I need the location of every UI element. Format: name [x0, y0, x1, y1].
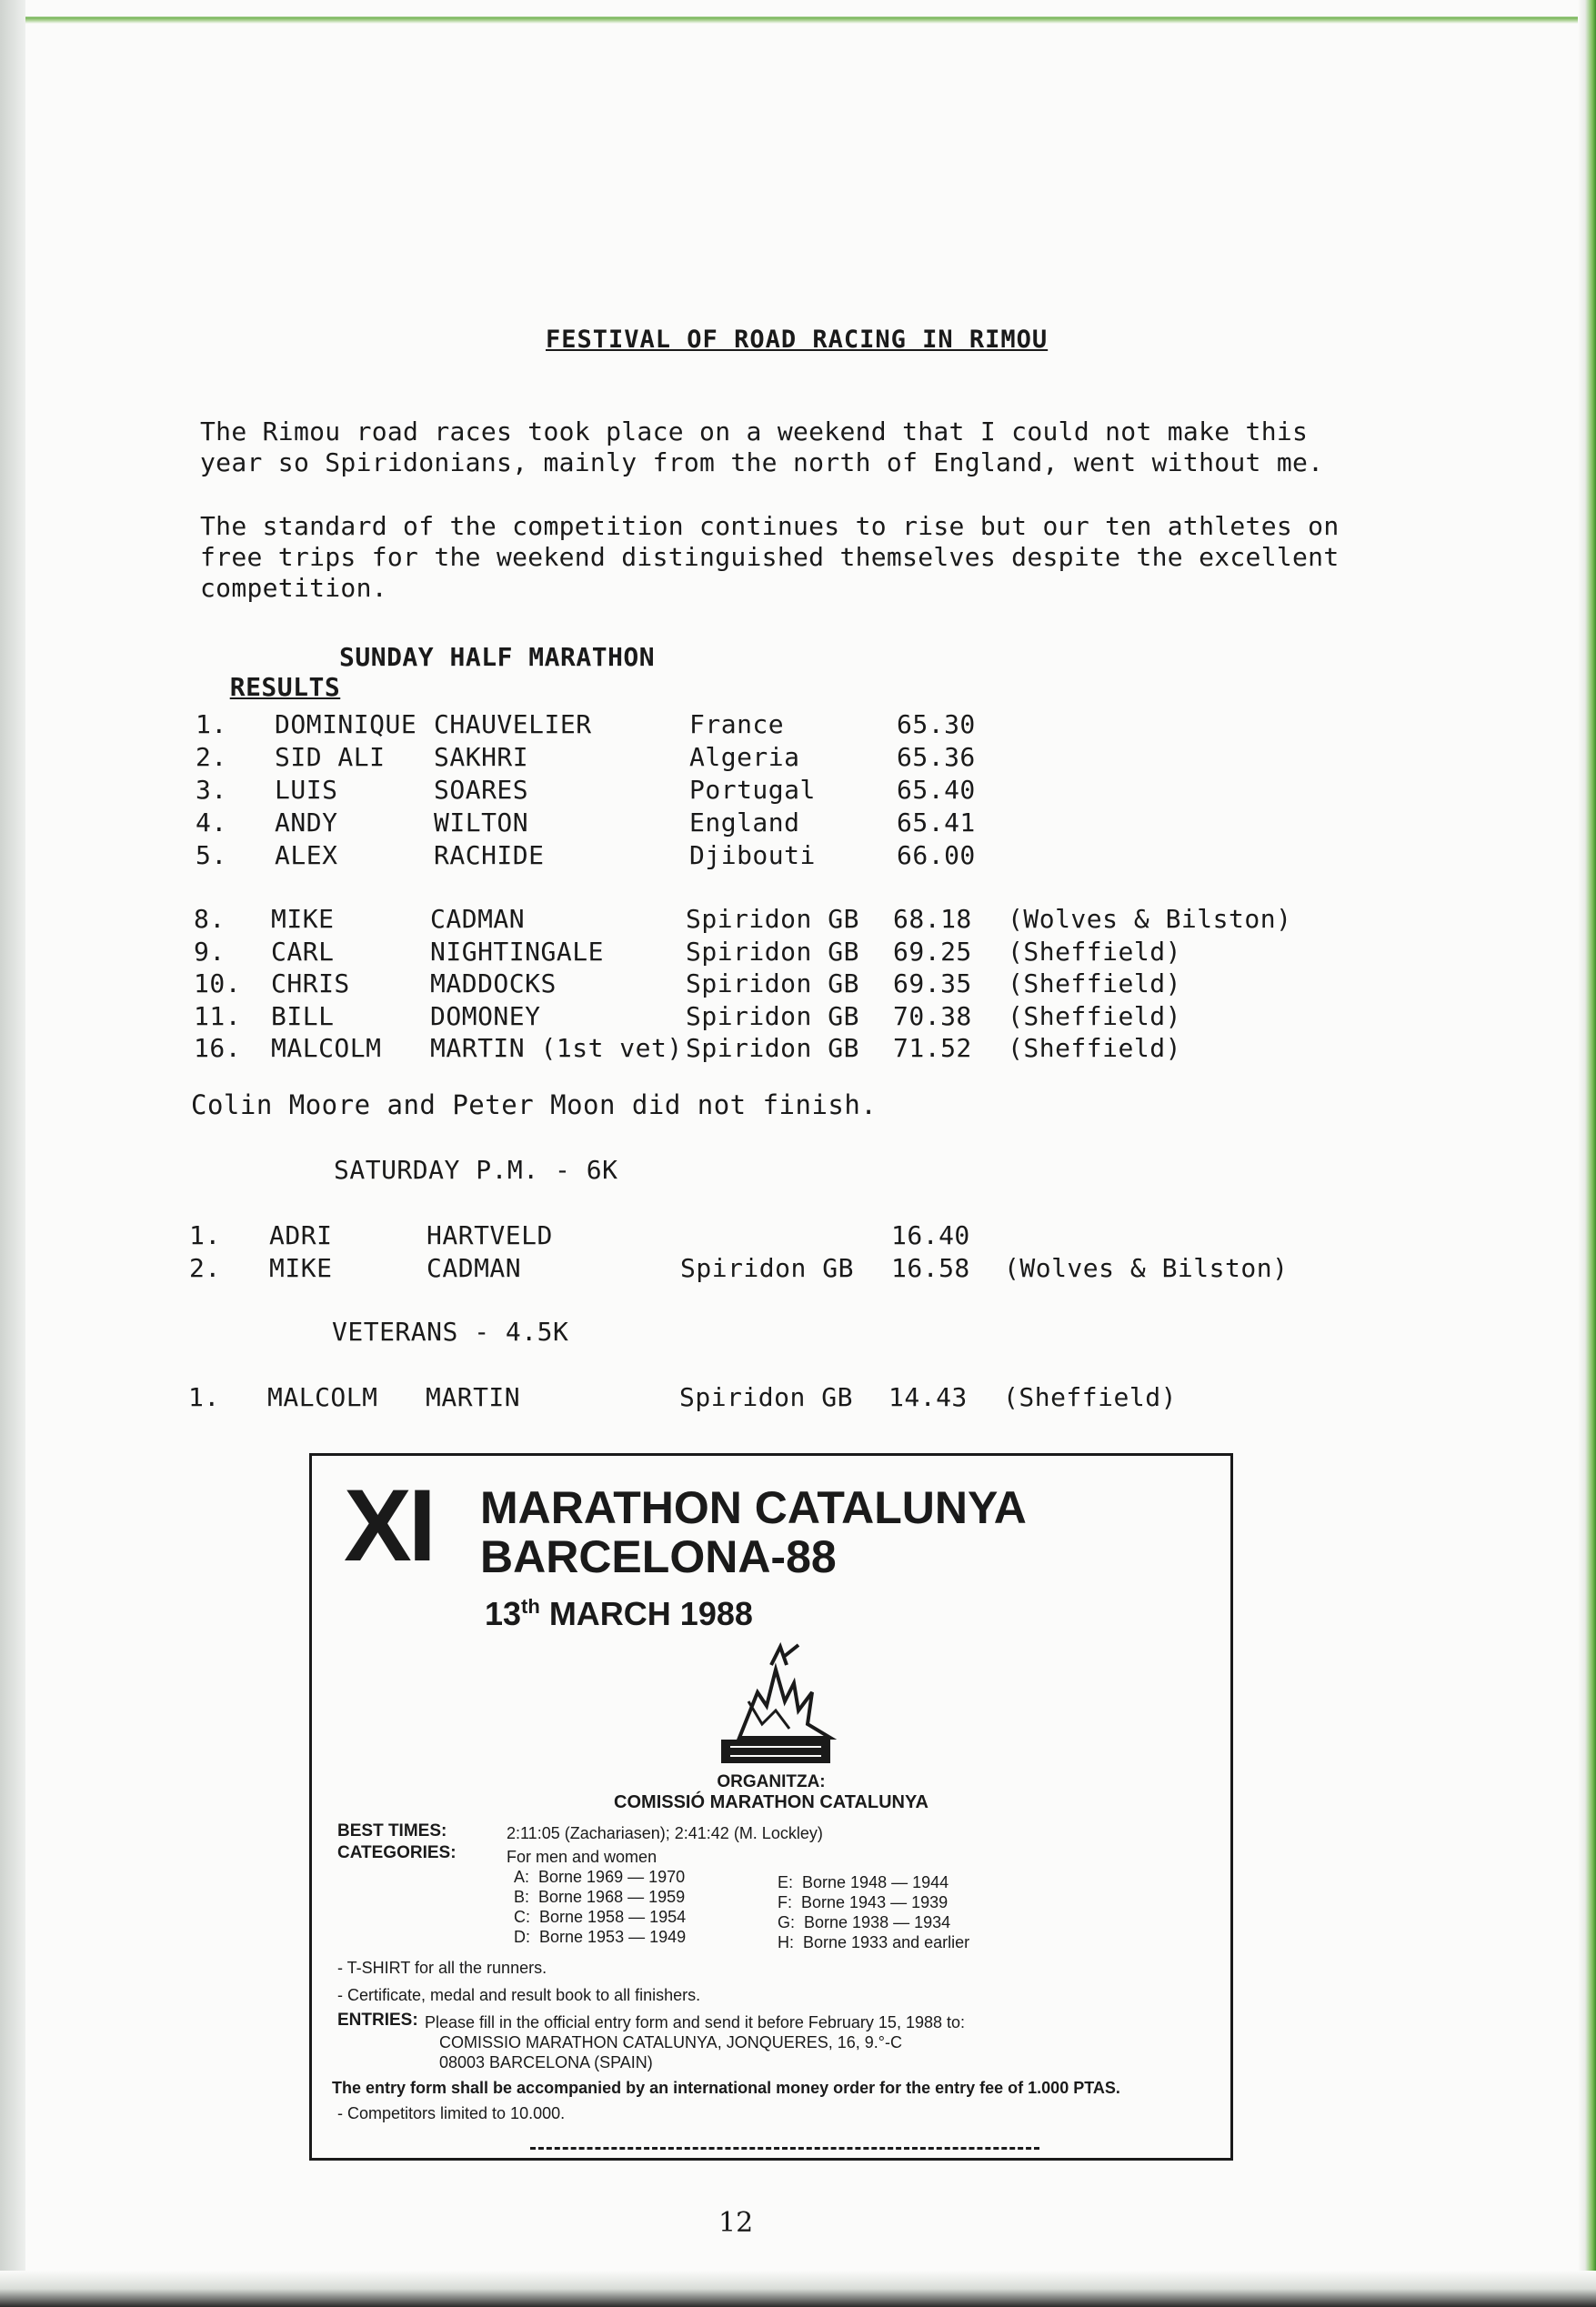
- entries-line1: Please fill in the official entry form and send it before February 15, 1988 to:: [425, 2013, 965, 2031]
- result-first-name: LUIS: [275, 775, 338, 805]
- page-edge-top: [25, 0, 1596, 24]
- best-times-value: 2:11:05 (Zachariasen); 2:41:42 (M. Lockley): [507, 1824, 823, 1842]
- result-club: (Sheffield): [1003, 1382, 1177, 1412]
- page-edge-right: [1578, 0, 1596, 2307]
- advert-date-rest: MARCH 1988: [539, 1595, 753, 1632]
- result-first-name: ADRI: [269, 1220, 333, 1250]
- category-g: G: Borne 1938 — 1934: [778, 1913, 951, 1931]
- result-last-name: SOARES: [434, 775, 529, 805]
- result-country: Spiridon GB: [680, 1253, 854, 1283]
- result-time: 69.25: [893, 936, 972, 967]
- result-first-name: CHRIS: [271, 968, 350, 998]
- result-row: [0, 968, 1546, 1000]
- result-country: Spiridon GB: [686, 1033, 859, 1063]
- result-last-name: DOMONEY: [430, 1000, 541, 1031]
- result-country: Spiridon GB: [686, 968, 859, 998]
- result-last-name: MADDOCKS: [430, 968, 557, 998]
- limit-note: - Competitors limited to 10.000.: [337, 2104, 566, 2122]
- advert-edition: XI: [344, 1469, 433, 1582]
- result-position: 3.: [196, 775, 227, 805]
- result-row: [0, 708, 1546, 741]
- categories-intro: For men and women: [507, 1848, 657, 1866]
- result-club: (Wolves & Bilston): [1008, 904, 1292, 934]
- fee-note: The entry form shall be accompanied by an international money order for the entry fee of 1.000 PTAS.: [332, 2079, 1120, 2097]
- result-position: 5.: [196, 840, 227, 870]
- result-position: 1.: [188, 1382, 220, 1412]
- result-time: 71.52: [893, 1033, 972, 1063]
- certificate-note: - Certificate, medal and result book to all finishers.: [337, 1986, 701, 2004]
- entries-label: ENTRIES:: [337, 2011, 418, 2030]
- result-position: 16.: [194, 1033, 242, 1063]
- page-edge-left: [0, 0, 25, 2307]
- result-last-name: NIGHTINGALE: [430, 936, 604, 967]
- category-f: F: Borne 1943 — 1939: [778, 1893, 949, 1911]
- result-row: [0, 1219, 1546, 1252]
- advert-date-suffix: th: [521, 1595, 540, 1618]
- result-row: [0, 936, 1546, 968]
- half-marathon-heading: SUNDAY HALF MARATHON: [339, 642, 656, 672]
- result-first-name: DOMINIQUE: [275, 709, 417, 739]
- result-row: [0, 839, 1546, 872]
- result-position: 1.: [189, 1220, 221, 1250]
- categories-label: CATEGORIES:: [337, 1843, 457, 1862]
- result-club: (Sheffield): [1008, 936, 1181, 967]
- result-country: Spiridon GB: [679, 1382, 853, 1412]
- category-d: D: Borne 1953 — 1949: [514, 1928, 687, 1946]
- dnf-note: Colin Moore and Peter Moon did not finish.: [191, 1089, 878, 1120]
- entries-line2: COMISSIO MARATHON CATALUNYA, JONQUERES, 16, 9.°-C: [439, 2033, 902, 2051]
- result-row: [0, 1000, 1546, 1033]
- page-edge-bottom: [0, 2271, 1596, 2307]
- results-label-text: RESULTS: [229, 672, 341, 702]
- entries-line3: 08003 BARCELONA (SPAIN): [439, 2053, 653, 2071]
- advert-date-day: 13: [485, 1595, 522, 1632]
- result-first-name: ANDY: [275, 807, 338, 838]
- standard-paragraph: The standard of the competition continues to rise but our ten athletes on free trips for the weekend distinguished themselves despite the excellent competition.: [200, 511, 1340, 603]
- tshirt-note: - T-SHIRT for all the runners.: [337, 1959, 547, 1977]
- result-last-name: CADMAN: [430, 904, 526, 934]
- result-time: 65.41: [897, 807, 976, 838]
- result-country: Spiridon GB: [686, 1000, 859, 1031]
- result-last-name: MARTIN: [426, 1382, 521, 1412]
- result-first-name: BILL: [271, 1000, 335, 1031]
- result-position: 2.: [189, 1253, 221, 1283]
- result-time: 16.40: [891, 1220, 970, 1250]
- result-last-name: MARTIN (1st vet): [430, 1033, 683, 1063]
- result-time: 68.18: [893, 904, 972, 934]
- result-club: (Wolves & Bilston): [1004, 1253, 1289, 1283]
- result-time: 66.00: [897, 840, 976, 870]
- result-first-name: ALEX: [275, 840, 338, 870]
- article-title: FESTIVAL OF ROAD RACING IN RIMOU: [546, 326, 1049, 354]
- intro-paragraph: The Rimou road races took place on a weekend that I could not make this year so Spiridonians, mainly from the north of England, went without me.: [200, 416, 1324, 477]
- result-row: [0, 741, 1546, 774]
- category-c: C: Borne 1958 — 1954: [514, 1908, 687, 1926]
- category-a: A: Borne 1969 — 1970: [514, 1868, 686, 1886]
- result-country: France: [689, 709, 785, 739]
- result-row: [0, 774, 1546, 807]
- advert-organiser: COMISSIÓ MARATHON CATALUNYA: [614, 1792, 928, 1812]
- result-club: (Sheffield): [1008, 968, 1181, 998]
- page-number: 12: [718, 2207, 754, 2239]
- result-last-name: CADMAN: [427, 1253, 522, 1283]
- result-row: [0, 1032, 1546, 1065]
- result-time: 65.40: [897, 775, 976, 805]
- result-time: 65.30: [897, 709, 976, 739]
- result-country: Algeria: [689, 742, 800, 772]
- advert-date: [485, 1589, 753, 1632]
- result-first-name: MIKE: [271, 904, 335, 934]
- result-country: Portugal: [689, 775, 816, 805]
- advert-organiser-label: ORGANITZA:: [717, 1772, 826, 1791]
- best-times-label: BEST TIMES:: [337, 1821, 447, 1841]
- saturday-heading: SATURDAY P.M. - 6K: [334, 1155, 618, 1185]
- result-position: 11.: [194, 1000, 242, 1031]
- result-time: 65.36: [897, 742, 976, 772]
- result-first-name: SID ALI: [275, 742, 386, 772]
- result-position: 2.: [196, 742, 227, 772]
- result-country: England: [689, 807, 800, 838]
- result-country: Djibouti: [689, 840, 816, 870]
- category-b: B: Borne 1968 — 1959: [514, 1888, 686, 1906]
- result-first-name: MALCOLM: [267, 1382, 378, 1412]
- result-time: 70.38: [893, 1000, 972, 1031]
- result-row: [0, 903, 1546, 936]
- result-position: 4.: [196, 807, 227, 838]
- result-last-name: CHAUVELIER: [434, 709, 592, 739]
- result-last-name: RACHIDE: [434, 840, 545, 870]
- result-time: 16.58: [891, 1253, 970, 1283]
- result-last-name: WILTON: [434, 807, 529, 838]
- result-last-name: HARTVELD: [427, 1220, 553, 1250]
- result-position: 10.: [194, 968, 242, 998]
- advert-bottom-rule: [530, 2147, 1039, 2150]
- result-row: [0, 807, 1546, 839]
- result-position: 8.: [194, 904, 226, 934]
- result-club: (Sheffield): [1008, 1000, 1181, 1031]
- advert-line1: MARATHON CATALUNYA: [480, 1482, 1027, 1533]
- result-time: 14.43: [888, 1382, 968, 1412]
- result-position: 9.: [194, 936, 226, 967]
- result-country: Spiridon GB: [686, 936, 859, 967]
- category-h: H: Borne 1933 and earlier: [778, 1933, 970, 1951]
- result-first-name: CARL: [271, 936, 335, 967]
- result-country: Spiridon GB: [686, 904, 859, 934]
- marathon-advert: [309, 1453, 1233, 2161]
- result-position: 1.: [196, 709, 227, 739]
- advert-line2: BARCELONA-88: [480, 1531, 837, 1582]
- result-club: (Sheffield): [1008, 1033, 1181, 1063]
- result-last-name: SAKHRI: [434, 742, 529, 772]
- results-label: [198, 642, 340, 702]
- category-e: E: Borne 1948 — 1944: [778, 1873, 949, 1891]
- result-row: [0, 1381, 1546, 1414]
- result-first-name: MALCOLM: [271, 1033, 382, 1063]
- result-first-name: MIKE: [269, 1253, 333, 1283]
- marathon-logo-icon: [685, 1638, 858, 1774]
- result-time: 69.35: [893, 968, 972, 998]
- result-row: [0, 1252, 1546, 1285]
- veterans-heading: VETERANS - 4.5K: [332, 1317, 569, 1347]
